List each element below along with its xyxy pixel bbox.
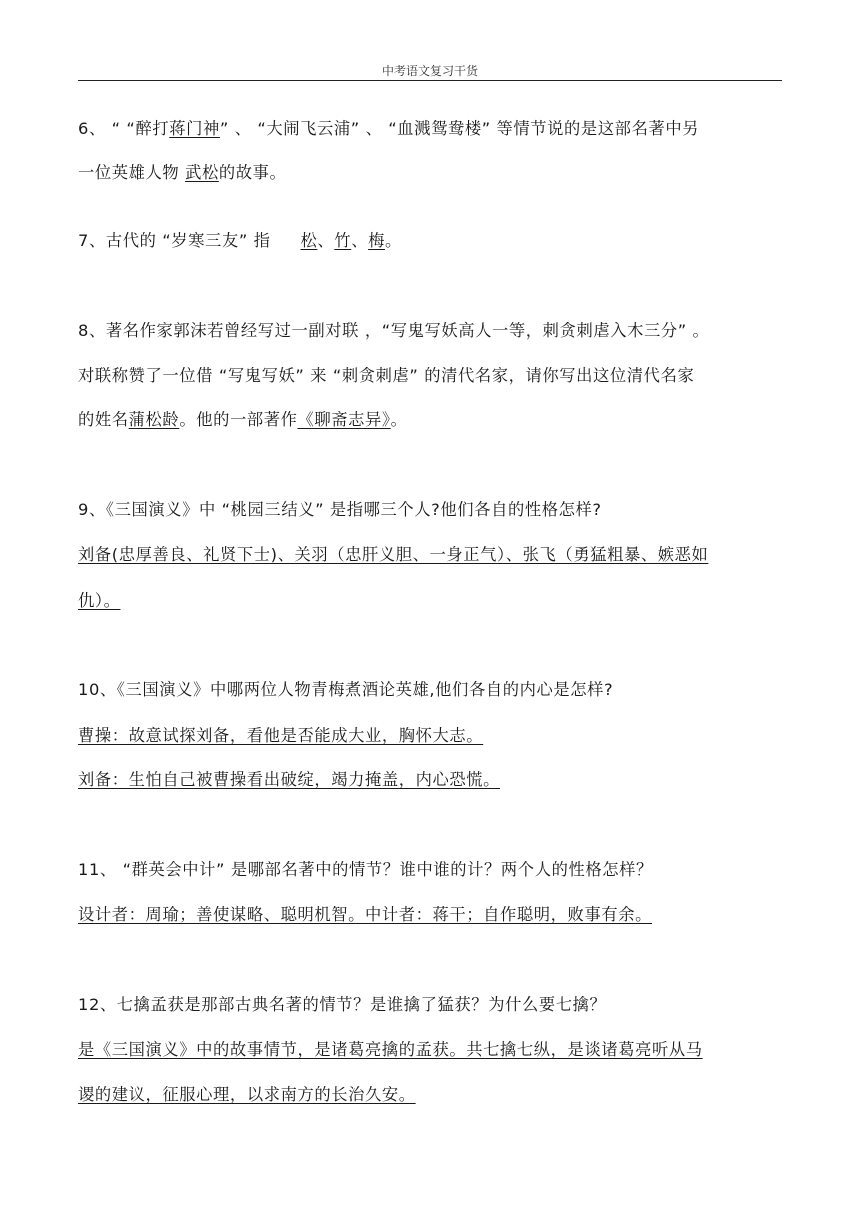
q7-sep-1: 、 — [317, 231, 335, 250]
q6-text-post: ” 、 “大闹飞云浦” 、 “血溅鸳鸯楼” 等情节说的是这部名著中另 — [219, 119, 700, 138]
q8-line-2: 对联称赞了一位借 “写鬼写妖” 来 “刺贪刺虐” 的清代名家，请你写出这位清代名家 — [78, 366, 695, 385]
q7-answer-plum: 梅 — [368, 231, 385, 250]
q6-text-pre2: 一位英雄人物 — [78, 163, 186, 182]
header-rule — [78, 80, 782, 81]
q8-text-pre: 的姓名 — [78, 410, 129, 429]
q9-question: 9、《三国演义》中 “桃园三结义” 是指哪三个人?他们各自的性格怎样? — [78, 500, 602, 519]
q6-answer-jiangmenshen: 蒋门神 — [169, 119, 220, 138]
q10-question: 10、《三国演义》中哪两位人物青梅煮酒论英雄,他们各自的内心是怎样? — [78, 680, 614, 699]
q11-answer-line-1: 设计者：周瑜；善使谋略、聪明机智。中计者：蒋干；自作聪明，败事有余。 — [78, 905, 652, 924]
q6-line-1 — [78, 118, 699, 140]
q10-answer-line-1: 曹操：故意试探刘备，看他是否能成大业，胸怀大志。 — [78, 726, 484, 745]
q7-sep-2: 、 — [351, 231, 369, 250]
q8-line-3 — [78, 409, 408, 431]
q7-end: 。 — [384, 231, 402, 250]
q12-answer-line-2: 谡的建议，征服心理，以求南方的长治久安。 — [78, 1085, 416, 1104]
q8-text-end: 。 — [390, 410, 408, 429]
q7-question: 7、古代的 “岁寒三友” 指 — [78, 231, 271, 250]
q8-text-mid: 。他的一部著作 — [179, 410, 298, 429]
q6-line-2 — [78, 162, 286, 184]
q7-line — [78, 230, 402, 252]
q8-answer-pusongling: 蒲松龄 — [128, 410, 180, 429]
q10-answer-line-2: 刘备：生怕自己被曹操看出破绽，竭力掩盖，内心恐慌。 — [78, 770, 501, 789]
q7-answer-bamboo: 竹 — [334, 231, 352, 250]
q12-question: 12、七擒孟获是那部古典名著的情节？是谁擒了猛获？为什么要七擒？ — [78, 995, 607, 1014]
q9-answer-line-2: 仇）。 — [78, 591, 121, 610]
q6-text-pre: 6、 “ “醉打 — [78, 119, 170, 138]
q6-answer-wusong: 武松 — [185, 163, 219, 182]
q6-text-post2: 的故事。 — [218, 163, 287, 182]
q9-answer-line-1: 刘备(忠厚善良、礼贤下士)、关羽（忠肝义胆、一身正气）、张飞（勇猛粗暴、嫉恶如 — [78, 545, 709, 564]
q12-answer-line-1: 是《三国演义》中的故事情节，是诸葛亮擒的孟获。共七擒七纵，是谈诸葛亮听从马 — [78, 1040, 703, 1059]
q7-answer-pine: 松 — [300, 231, 318, 250]
q8-answer-liaozhai: 《聊斋志异》 — [297, 410, 391, 429]
q11-question: 11、 “群英会中计” 是哪部名著中的情节？谁中谁的计？两个人的性格怎样？ — [78, 860, 653, 879]
page-header: 中考语文复习干货 — [381, 64, 478, 78]
q8-line-1: 8、著名作家郭沫若曾经写过一副对联 ，“写鬼写妖高人一等，刺贪刺虐入木三分” 。 — [78, 321, 710, 340]
